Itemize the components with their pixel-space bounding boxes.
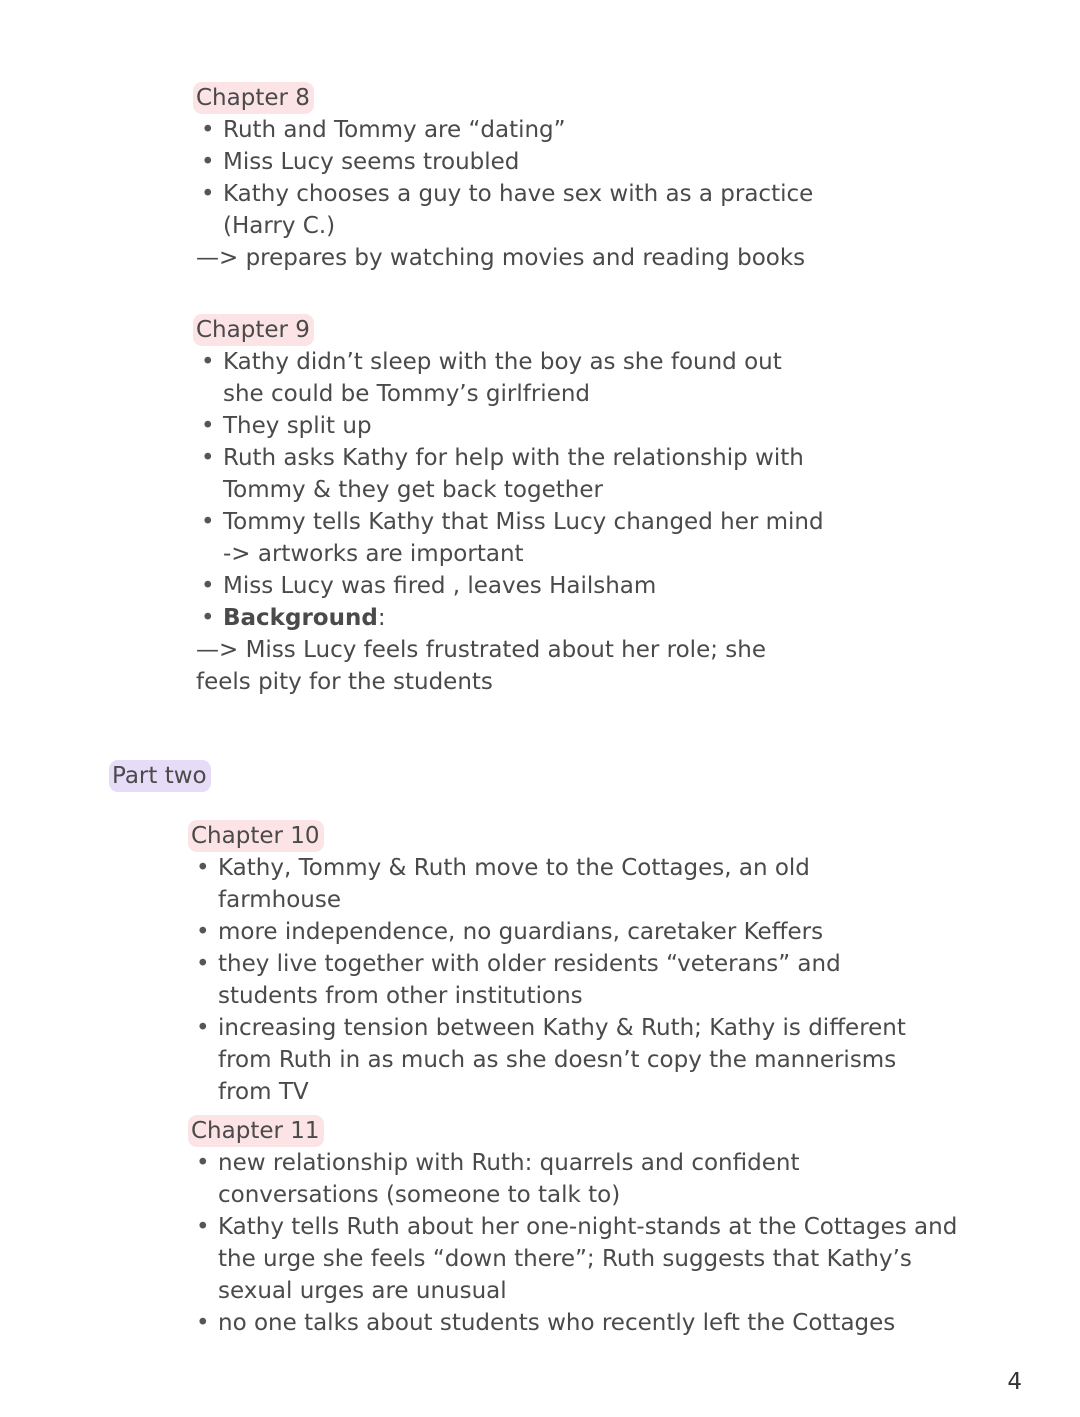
list-item-text: Tommy tells Kathy that Miss Lucy changed her mind: [223, 509, 824, 535]
list-item: [196, 602, 826, 634]
chapter-8-bullets: [196, 114, 876, 242]
chapter-10-bullets: [191, 852, 931, 1108]
list-item: • Kathy didn’t sleep with the boy as she found out she could be Tommy’s girlfriend: [196, 346, 826, 410]
list-item: • Kathy, Tommy & Ruth move to the Cottages, an old farmhouse: [191, 852, 931, 916]
list-item: • They split up: [196, 410, 826, 442]
chapter-11-bullets: [191, 1147, 961, 1339]
chapter-11-heading: Chapter 11: [188, 1115, 324, 1147]
chapter-10-heading: Chapter 10: [188, 820, 324, 852]
background-label: Background: [223, 605, 378, 631]
list-item: • increasing tension between Kathy & Ruth; Kathy is different from Ruth in as much as she doesn’t copy the mannerisms from TV: [191, 1012, 931, 1108]
background-colon: :: [377, 605, 386, 631]
list-item: • more independence, no guardians, caretaker Keffers: [191, 916, 931, 948]
chapter-8-section: [196, 82, 876, 274]
chapter-9-section: [196, 314, 826, 698]
chapter-8-note: —> prepares by watching movies and reading books: [196, 245, 806, 271]
list-item: • Kathy chooses a guy to have sex with as a practice (Harry C.): [196, 178, 876, 242]
chapter-10-section: [191, 820, 931, 1108]
list-item-subnote: -> artworks are important: [223, 541, 524, 567]
part-two-section: [112, 760, 412, 792]
list-item: • Miss Lucy was fired , leaves Hailsham: [196, 570, 826, 602]
chapter-9-note: —> Miss Lucy feels frustrated about her role; she feels pity for the students: [196, 637, 766, 695]
chapter-9-heading: Chapter 9: [193, 314, 314, 346]
chapter-8-heading: Chapter 8: [193, 82, 314, 114]
list-item: • Miss Lucy seems troubled: [196, 146, 876, 178]
list-item: • new relationship with Ruth: quarrels and confident conversations (someone to talk to): [191, 1147, 961, 1211]
chapter-9-bullets: [196, 346, 826, 634]
list-item: • Kathy tells Ruth about her one-night-stands at the Cottages and the urge she feels “down there”; Ruth suggests that Kathy’s sexual urges are unusual: [191, 1211, 961, 1307]
part-two-heading: Part two: [109, 760, 211, 792]
chapter-11-section: [191, 1115, 961, 1339]
page-number: 4: [1007, 1369, 1022, 1395]
list-item: • Ruth and Tommy are “dating”: [196, 114, 876, 146]
list-item: • Ruth asks Kathy for help with the relationship with Tommy & they get back together: [196, 442, 826, 506]
list-item: • no one talks about students who recently left the Cottages: [191, 1307, 961, 1339]
list-item: [196, 506, 826, 570]
list-item: • they live together with older residents “veterans” and students from other institutions: [191, 948, 931, 1012]
